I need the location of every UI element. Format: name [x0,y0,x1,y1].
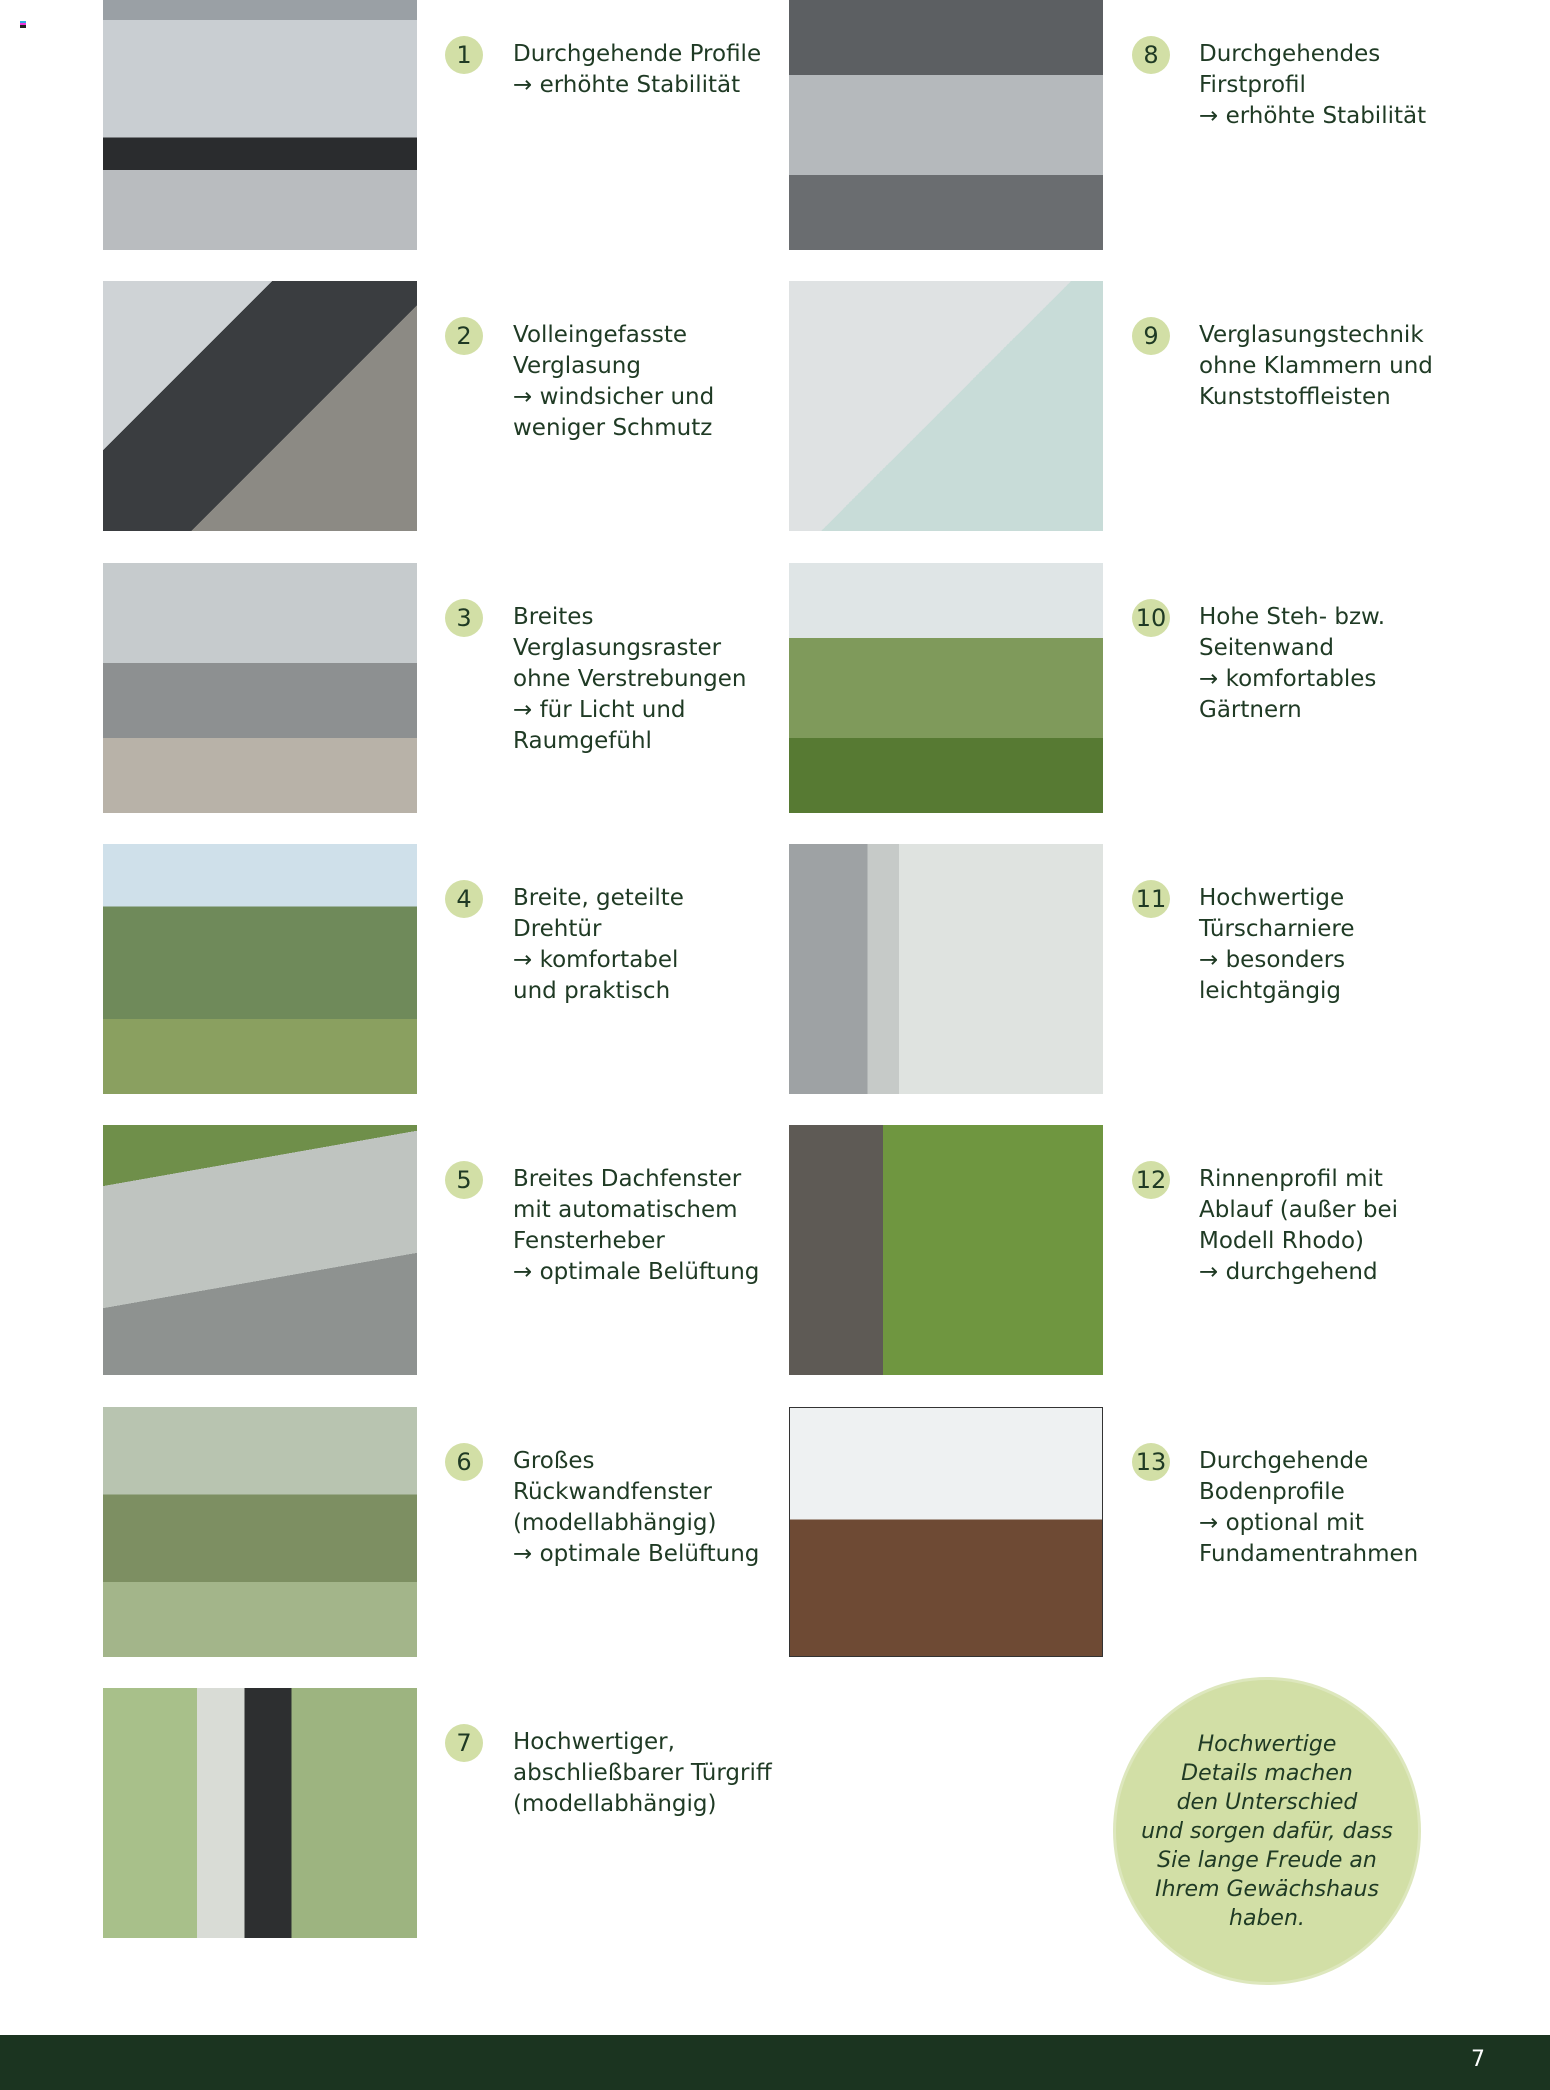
glass-panels-photo [789,281,1103,531]
roof-window-photo [103,1125,417,1375]
feature-number-badge: 10 [1132,599,1170,637]
glazing-frame-photo [103,281,417,531]
rear-window-photo [103,1407,417,1657]
feature-description: Hochwertige Türscharniere → besonders leichtgängig [1199,884,1355,1004]
feature-number-badge: 13 [1132,1443,1170,1481]
feature-number-badge: 4 [445,880,483,918]
gutter-profile-photo [789,1125,1103,1375]
feature-number-badge: 1 [445,36,483,74]
footer-bar [0,2035,1550,2090]
door-handle-photo [103,1688,417,1938]
door-hinge-photo [789,844,1103,1094]
feature-description: Durchgehende Bodenprofile → optional mit Fundamentrahmen [1199,1447,1419,1567]
feature-number-badge: 2 [445,317,483,355]
feature-description: Großes Rückwandfenster (modellabhängig) → optimale Belüftung [513,1447,760,1567]
ridge-profile-photo [789,0,1103,250]
feature-description: Durchgehendes Firstprofil → erhöhte Stabilität [1199,41,1427,129]
feature-number-badge: 8 [1132,36,1170,74]
man-pushing-frame-photo [103,563,417,813]
feature-number-badge: 3 [445,599,483,637]
feature-description: Breites Verglasungsraster ohne Verstrebungen → für Licht und Raumgefühl [513,603,747,754]
print-mark [20,21,26,28]
feature-description: Hohe Steh- bzw. Seitenwand → komfortables Gärtnern [1199,603,1386,723]
page-number: 7 [1471,2047,1485,2072]
feature-number-badge: 12 [1132,1161,1170,1199]
woman-gardening-photo [789,563,1103,813]
feature-description: Breites Dachfenster mit automatischem Fensterheber → optimale Belüftung [513,1166,760,1286]
feature-description: Rinnenprofil mit Ablauf (außer bei Modell Rhodo) → durchgehend [1199,1166,1398,1286]
ground-profile-photo [789,1407,1103,1657]
feature-description: Hochwertiger, abschließbarer Türgriff (modellabhängig) [513,1728,772,1817]
feature-description: Volleingefasste Verglasung → windsicher und weniger Schmutz [513,322,715,442]
feature-number-badge: 6 [445,1443,483,1481]
feature-number-badge: 5 [445,1161,483,1199]
feature-number-badge: 11 [1132,880,1170,918]
feature-description: Verglasungstechnik ohne Klammern und Kunststoffleisten [1199,322,1433,411]
quote-circle: Hochwertige Details machen den Unterschied und sorgen dafür, dass Sie lange Freude an Ihrem Gewächshaus haben. [1116,1680,1418,1982]
feature-number-badge: 7 [445,1724,483,1762]
greenhouse-door-photo [103,844,417,1094]
feature-description: Breite, geteilte Drehtür → komfortabel und praktisch [513,884,684,1004]
feature-description: Durchgehende Profile → erhöhte Stabilität [513,41,762,98]
profile-closeup-photo [103,0,417,250]
feature-number-badge: 9 [1132,317,1170,355]
